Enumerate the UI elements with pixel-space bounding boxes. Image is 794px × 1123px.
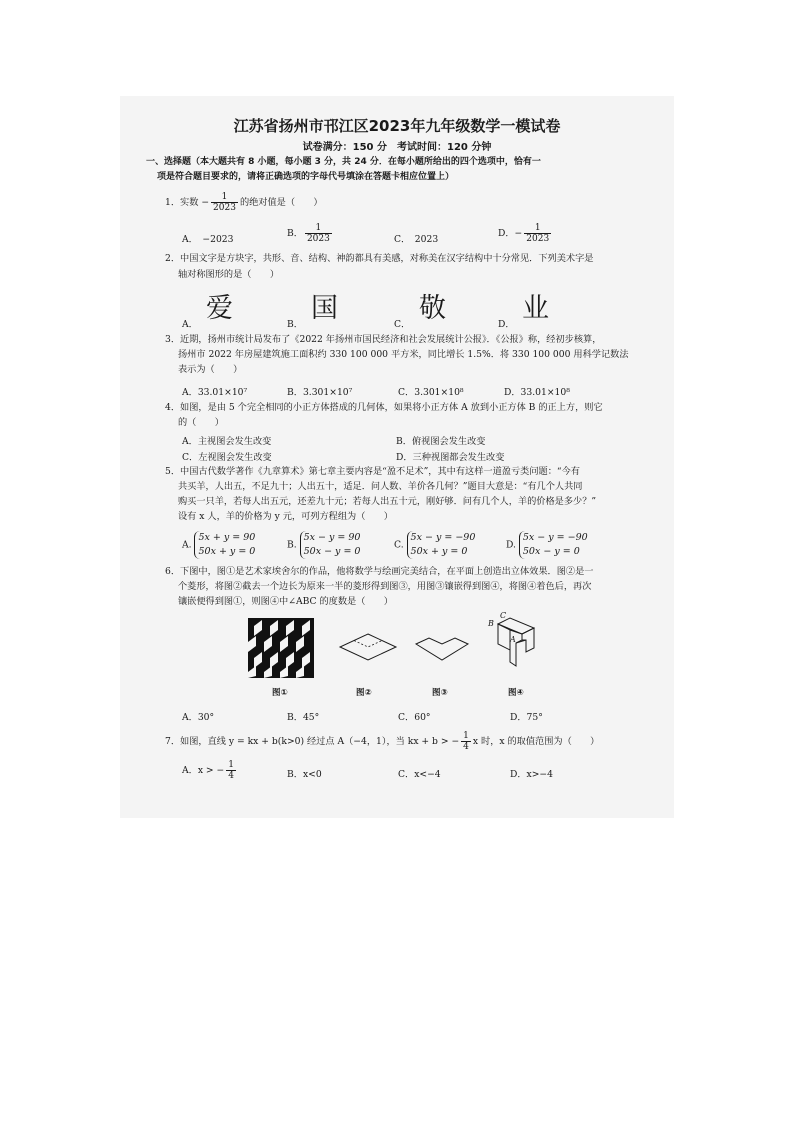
figure-caption-2: 图② xyxy=(356,688,372,698)
question-5-line1: 5．中国古代数学著作《九章算术》第七章主要内容是“盈不足术”，其中有这样一道盈亏类问题：“今有 xyxy=(165,466,580,477)
q5-option-d-eq1: 5x − y = −90 xyxy=(522,532,588,543)
q2-char-d: 业 xyxy=(522,293,549,324)
q5-option-a-label: A. xyxy=(182,539,192,551)
figure-caption-4: 图④ xyxy=(508,688,524,698)
q1-option-b-label: B． xyxy=(287,228,303,239)
q1-frac-num: 1 xyxy=(211,192,238,203)
q4-option-c: C．左视图会发生改变 xyxy=(182,452,272,463)
q7-option-d: D．x>−4 xyxy=(510,769,553,780)
question-2-line1: 2．中国文字是方块字，共形、音、结构、神韵都具有美感，对称美在汉字结构中十分常见．下列美术字是 xyxy=(165,253,594,264)
q1-option-d xyxy=(498,223,553,244)
point-label-b: B xyxy=(488,619,494,628)
q5-option-c-eq2: 50x + y = 0 xyxy=(410,546,468,557)
q1-fraction xyxy=(211,192,238,213)
q5-option-a-system xyxy=(194,531,255,559)
question-5-line2: 共买羊，人出五，不足九十；人出五十，适足．问人数、羊价各几何？”题目大意是：“有几个人共同 xyxy=(178,481,583,492)
q3-option-b: B．3.301×10⁷ xyxy=(287,387,353,398)
q2-char-c: 敬 xyxy=(419,293,446,324)
q6-option-d: D．75° xyxy=(510,712,543,723)
q1-option-d-label: D．− xyxy=(498,228,523,239)
q3-option-d: D．33.01×10⁸ xyxy=(504,387,570,398)
q7-frac-den: 4 xyxy=(463,742,469,752)
figure-caption-3: 图③ xyxy=(432,688,448,698)
q5-option-b-label: B. xyxy=(287,539,297,551)
exam-subtitle: 试卷满分：150 分 考试时间：120 分钟 xyxy=(302,142,492,153)
q5-option-c-eq1: 5x − y = −90 xyxy=(410,532,476,543)
q5-option-d xyxy=(506,531,588,559)
q1-option-a: A． −2023 xyxy=(182,234,234,245)
section-heading-line1: 一、选择题（本大题共有 8 小题，每小题 3 分，共 24 分．在每小题所给出的四个选项中，恰有一 xyxy=(146,157,541,167)
exam-sheet xyxy=(120,96,674,818)
question-4-line1: 4．如图，是由 5 个完全相同的小正方体搭成的几何体，如果将小正方体 A 放到小正方体 B 的正上方，则它 xyxy=(165,402,603,413)
question-5-line4: 设有 x 人，羊的价格为 y 元，可列方程组为（ ） xyxy=(178,511,393,522)
q1-option-d-den: 2023 xyxy=(526,234,550,244)
question-6-line3: 镶嵌便得到图①，则图④中∠ABC 的度数是（ ） xyxy=(178,596,393,607)
q2-option-d: D． xyxy=(498,319,515,330)
exam-title: 江苏省扬州市邗江区2023年九年级数学一模试卷 xyxy=(233,117,561,135)
q1-option-b-den: 2023 xyxy=(306,234,330,244)
q2-char-b: 国 xyxy=(311,293,338,324)
q5-option-c xyxy=(394,531,475,559)
point-label-a: A xyxy=(510,635,516,644)
q7-option-a-label: A．x > − xyxy=(182,765,225,776)
question-6-line2: 个菱形，将图②截去一个边长为原来一半的菱形得到图③，用图③镶嵌得到图④，将图④着色后，再次 xyxy=(178,581,592,592)
q5-option-b-system xyxy=(300,531,361,559)
q2-option-a: A． xyxy=(182,319,198,330)
q6-option-a: A．30° xyxy=(182,712,215,723)
q6-option-b: B．45° xyxy=(287,712,320,723)
rhombus-figure xyxy=(338,632,398,662)
q5-option-b-eq2: 50x − y = 0 xyxy=(303,546,361,557)
section-heading-line2: 项是符合题目要求的，请将正确选项的字母代号填涂在答题卡相应位置上） xyxy=(157,172,455,182)
escher-tessellation-figure xyxy=(248,618,314,678)
q6-option-c: C．60° xyxy=(398,712,431,723)
q5-option-a-eq1: 5x + y = 90 xyxy=(198,532,256,543)
question-3-line3: 表示为（ ） xyxy=(178,364,243,375)
question-5-line3: 购买一只羊，若每人出五元，还差九十元；若每人出五十元，刚好够．问有几个人，羊的价格是多少？” xyxy=(178,496,597,507)
q5-option-d-label: D. xyxy=(506,539,516,551)
q1-option-d-num: 1 xyxy=(524,223,551,234)
q5-option-b xyxy=(287,531,360,559)
figure-caption-1: 图① xyxy=(272,688,288,698)
q3-option-c: C．3.301×10⁸ xyxy=(398,387,464,398)
q7-frac-num: 1 xyxy=(463,731,469,741)
q5-option-b-eq1: 5x − y = 90 xyxy=(303,532,361,543)
q4-option-b: B．俯视图会发生改变 xyxy=(396,436,486,447)
q7-option-c: C．x<−4 xyxy=(398,769,441,780)
q4-option-a: A．主视图会发生改变 xyxy=(182,436,272,447)
q1-option-b xyxy=(287,223,334,244)
q5-option-d-eq2: 50x − y = 0 xyxy=(522,546,580,557)
q7-option-a-num: 1 xyxy=(228,760,234,770)
q7-option-a-den: 4 xyxy=(228,771,234,781)
q2-option-b: B． xyxy=(287,319,303,330)
question-7-stem xyxy=(165,731,599,752)
q5-option-c-label: C. xyxy=(394,539,404,551)
q5-option-a-eq2: 50x + y = 0 xyxy=(198,546,256,557)
tessellation-figure-4 xyxy=(486,612,546,672)
q5-option-d-system xyxy=(519,531,588,559)
q1-stem-pre: 1．实数 − xyxy=(165,197,210,208)
q3-option-a: A．33.01×10⁷ xyxy=(182,387,248,398)
q1-frac-den: 2023 xyxy=(213,203,236,213)
question-3-line2: 扬州市 2022 年房屋建筑施工面积约 330 100 000 平方米，同比增长 1.5%．将 330 100 000 用科学记数法 xyxy=(178,349,629,360)
q1-option-b-num: 1 xyxy=(305,223,332,234)
question-3-line1: 3．近期，扬州市统计局发布了《2022 年扬州市国民经济和社会发展统计公报》．《公报》称，经初步核算， xyxy=(165,334,602,345)
question-1-stem xyxy=(165,192,323,213)
q5-option-c-system xyxy=(407,531,476,559)
point-label-c: C xyxy=(500,612,507,620)
q7-option-a xyxy=(182,760,238,781)
q7-option-b: B．x<0 xyxy=(287,769,322,780)
q4-option-d: D．三种视图都会发生改变 xyxy=(396,452,505,463)
chevron-figure xyxy=(414,636,470,666)
q7-stem-post: x 时，x 的取值范围为（ ） xyxy=(472,736,600,747)
q7-stem-pre: 7．如图，直线 y = kx + b(k>0) 经过点 A（−4，1），当 kx + b > − xyxy=(165,736,460,747)
q5-option-a xyxy=(182,531,255,559)
q1-stem-post: 的绝对值是（ ） xyxy=(239,197,323,208)
q2-char-a: 爱 xyxy=(206,293,233,324)
q1-option-c: C． 2023 xyxy=(394,234,439,245)
question-4-line2: 的（ ） xyxy=(178,417,224,428)
question-6-line1: 6．下图中，图①是艺术家埃舍尔的作品，他将数学与绘画完美结合，在平面上创造出立体效果．图②是一 xyxy=(165,566,594,577)
q2-option-c: C． xyxy=(394,319,411,330)
question-2-line2: 轴对称图形的是（ ） xyxy=(178,269,280,280)
